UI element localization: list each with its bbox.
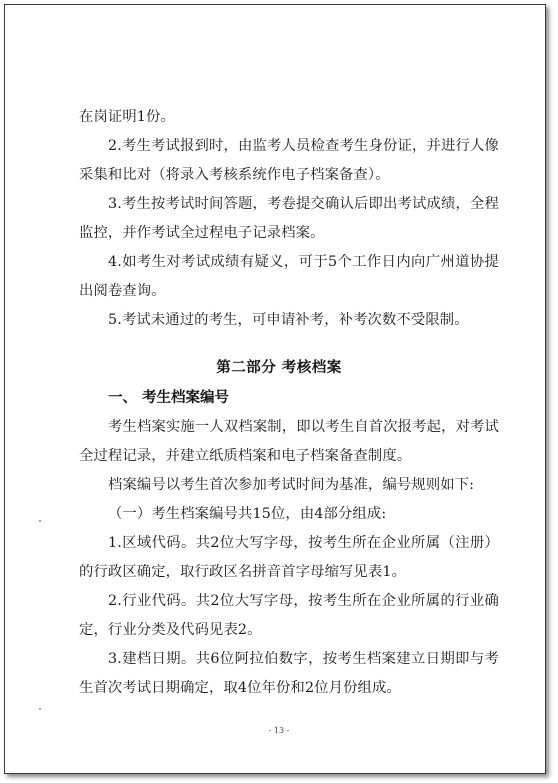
paragraph-dual-archive: 考生档案实施一人双档案制，即以考生自首次报考起，对考试全过程记录，并建立纸质档案和电子档案备查制度。: [79, 419, 499, 464]
paragraph-industry-code: 2.行业代码。共2位大写字母，按考生所在企业所属的行业确定，行业分类及代码见表2。: [79, 593, 499, 638]
part-heading: 第二部分 考核档案: [216, 360, 342, 376]
paragraph-item-2: 2.考生考试报到时，由监考人员检查考生身份证，并进行人像采集和比对（将录入考核系统作电子档案备查）。: [79, 138, 499, 183]
paragraph-certificate: 在岗证明1份。: [79, 109, 175, 125]
paragraph-item-5: 5.考试未通过的考生，可申请补考，补考次数不受限制。: [108, 312, 469, 328]
paragraph-item-4: 4.如考生对考试成绩有疑义，可于5个工作日内向广州道协提出阅卷查询。: [79, 254, 499, 299]
scan-speck: [39, 520, 41, 522]
paragraph-numbering-rule: 档案编号以考生首次参加考试时间为基准，编号规则如下:: [108, 477, 475, 493]
paragraph-region-code: 1.区域代码。共2位大写字母，按考生所在企业所属（注册）的行政区确定，取行政区名拼音首字母缩写见表1。: [79, 535, 499, 580]
section-heading: 一、 考生档案编号: [108, 390, 230, 406]
paragraph-numbering-composition: （一）考生档案编号共15位，由4部分组成:: [108, 506, 387, 522]
page-number: - 13 -: [268, 726, 290, 735]
scan-speck: [39, 708, 41, 710]
paragraph-item-3: 3.考生按考试时间答题，考卷提交确认后即出考试成绩，全程监控，并作考试全过程电子记录档案。: [79, 196, 499, 241]
paragraph-archive-date: 3.建档日期。共6位阿拉伯数字，按考生档案建立日期即与考生首次考试日期确定，取4位年份和2位月份组成。: [79, 651, 499, 696]
